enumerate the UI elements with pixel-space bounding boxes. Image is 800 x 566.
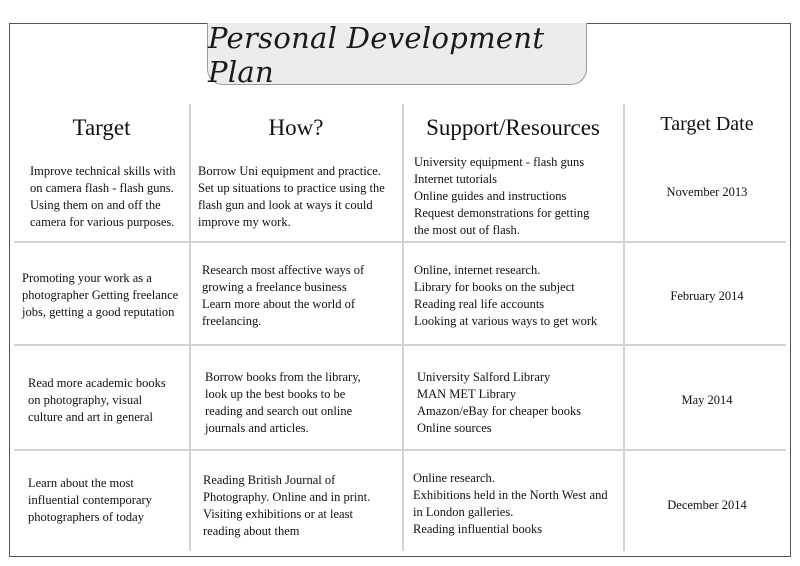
column-divider [623, 104, 625, 551]
row-3-how: Borrow books from the library, look up the best books to be reading and search out online journals and articles. [205, 370, 361, 435]
row-3-target: Read more academic books on photography, visual culture and art in general [28, 376, 166, 424]
header-how: How? [268, 115, 324, 140]
row-divider [14, 241, 786, 243]
row-divider [14, 344, 786, 346]
header-support: Support/Resources [426, 115, 600, 140]
title-tab [207, 20, 587, 89]
row-2-how: Research most affective ways of growing a freelance business Learn more about the world of freelancing. [202, 263, 365, 328]
header-target: Target [72, 115, 131, 140]
row-divider [14, 449, 786, 451]
row-2-date: February 2014 [670, 289, 744, 303]
row-1-target: Improve technical skills with on camera flash - flash guns. Using them on and off the camera for various purposes. [30, 164, 176, 229]
row-3-date: May 2014 [681, 393, 733, 407]
row-4-target: Learn about the most influential contemporary photographers of today [28, 476, 152, 524]
row-2-target: Promoting your work as a photographer Getting freelance jobs, getting a good reputation [22, 271, 179, 319]
row-4-how: Reading British Journal of Photography. Online and in print. Visiting exhibitions or at least reading about them [203, 473, 371, 538]
row-1-how: Borrow Uni equipment and practice. Set up situations to practice using the flash gun and look at ways it could improve my work. [198, 164, 385, 229]
row-2-support: Online, internet research. Library for books on the subject Reading real life accounts Looking at various ways to get work [414, 263, 598, 328]
column-divider [402, 104, 404, 551]
row-4-support: Online research. Exhibitions held in the North West and in London galleries. Reading influential books [413, 471, 608, 536]
header-target-date: Target Date [660, 112, 754, 135]
page-title: Personal Development Plan [208, 20, 545, 89]
row-4-date: December 2014 [667, 498, 747, 512]
row-1-support: University equipment - flash guns Internet tutorials Online guides and instructions Request demonstrations for getting the most out of flash. [414, 155, 590, 237]
column-divider [189, 104, 191, 551]
row-3-support: University Salford Library MAN MET Library Amazon/eBay for cheaper books Online sources [417, 370, 582, 435]
row-1-date: November 2013 [666, 185, 748, 199]
